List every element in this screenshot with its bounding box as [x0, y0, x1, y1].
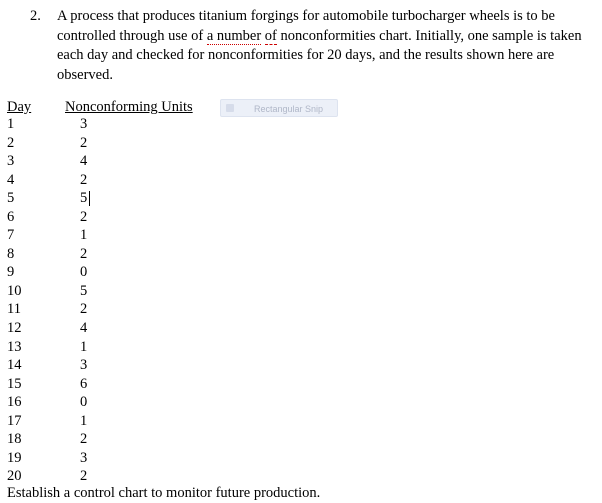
- tooltip-label: Rectangular Snip: [254, 104, 324, 114]
- units-cell: 2: [80, 171, 88, 188]
- problem-number: 2.: [30, 8, 41, 24]
- table-row: [7, 319, 407, 338]
- table-row: [7, 171, 407, 190]
- instruction-text: Establish a control chart to monitor future production.: [7, 485, 321, 501]
- day-cell: 12: [7, 320, 22, 337]
- day-cell: 4: [7, 171, 15, 188]
- units-cell: 3: [80, 357, 88, 374]
- day-cell: 16: [7, 394, 22, 411]
- table-row: [7, 393, 407, 412]
- units-cell: 3: [80, 116, 88, 132]
- problem-statement: [30, 7, 590, 85]
- table-row: [7, 282, 407, 301]
- day-cell: 11: [7, 301, 21, 318]
- units-cell: 2: [80, 301, 88, 318]
- problem-text: [57, 7, 590, 85]
- table-row: [7, 189, 407, 208]
- table-row: [7, 412, 407, 431]
- day-cell: 14: [7, 357, 22, 374]
- units-cell: 1: [80, 412, 88, 429]
- units-cell: 0: [80, 264, 88, 281]
- table-row: [7, 449, 407, 468]
- day-cell: 9: [7, 264, 15, 281]
- table-row: [7, 208, 407, 227]
- day-cell: 20: [7, 468, 22, 485]
- problem-text-after: nonconformities chart. Initially, one sample is taken each day and checked for nonconformities for 20 days, and the results shown here are observed.: [57, 27, 582, 83]
- day-cell: 13: [7, 338, 22, 355]
- day-cell: 8: [7, 245, 15, 262]
- table-row: [7, 375, 407, 394]
- day-cell: 2: [7, 134, 15, 151]
- day-cell: 18: [7, 431, 22, 448]
- table-row: [7, 115, 407, 134]
- rectangular-snip-tooltip: [220, 99, 338, 117]
- table-row: [7, 300, 407, 319]
- units-cell: 2: [80, 245, 88, 262]
- table-body: [7, 115, 407, 486]
- day-cell: 17: [7, 412, 22, 429]
- day-cell: 15: [7, 375, 22, 392]
- table-row: [7, 356, 407, 375]
- units-cell: 0: [80, 394, 88, 411]
- units-cell: 2: [80, 134, 88, 151]
- column-header-nonconforming-units: Nonconforming Units: [65, 99, 193, 115]
- table-row: [7, 152, 407, 171]
- day-cell: 7: [7, 227, 15, 244]
- units-cell: 5: [80, 190, 88, 207]
- units-cell: 3: [80, 449, 88, 466]
- units-cell: 6: [80, 375, 88, 392]
- table-row: [7, 245, 407, 264]
- grammar-underline-a-number: a number: [206, 27, 262, 44]
- day-cell: 5: [7, 190, 15, 207]
- day-cell: 6: [7, 208, 15, 225]
- day-cell: 19: [7, 449, 22, 466]
- day-cell: 3: [7, 153, 15, 170]
- table-row: [7, 226, 407, 245]
- table-row: [7, 263, 407, 282]
- units-cell: 2: [80, 468, 88, 485]
- grammar-underline-of: of: [264, 27, 277, 44]
- day-cell: 10: [7, 282, 22, 299]
- table-row: [7, 338, 407, 357]
- units-cell: 1: [80, 227, 88, 244]
- units-cell: 2: [80, 208, 88, 225]
- day-cell: 1: [7, 116, 15, 132]
- units-cell: 5: [80, 282, 88, 299]
- problem-text-before: A process that produces titanium forgings for automobile turbocharger wheels is to be controlled through use of: [57, 8, 555, 44]
- table-row: [7, 134, 407, 153]
- units-cell: 2: [80, 431, 88, 448]
- units-cell: 4: [80, 320, 88, 337]
- table-row: [7, 430, 407, 449]
- text-cursor: [89, 191, 90, 206]
- units-cell: 4: [80, 153, 88, 170]
- units-cell: 1: [80, 338, 88, 355]
- column-header-day: Day: [7, 99, 32, 115]
- snip-icon: [226, 104, 234, 112]
